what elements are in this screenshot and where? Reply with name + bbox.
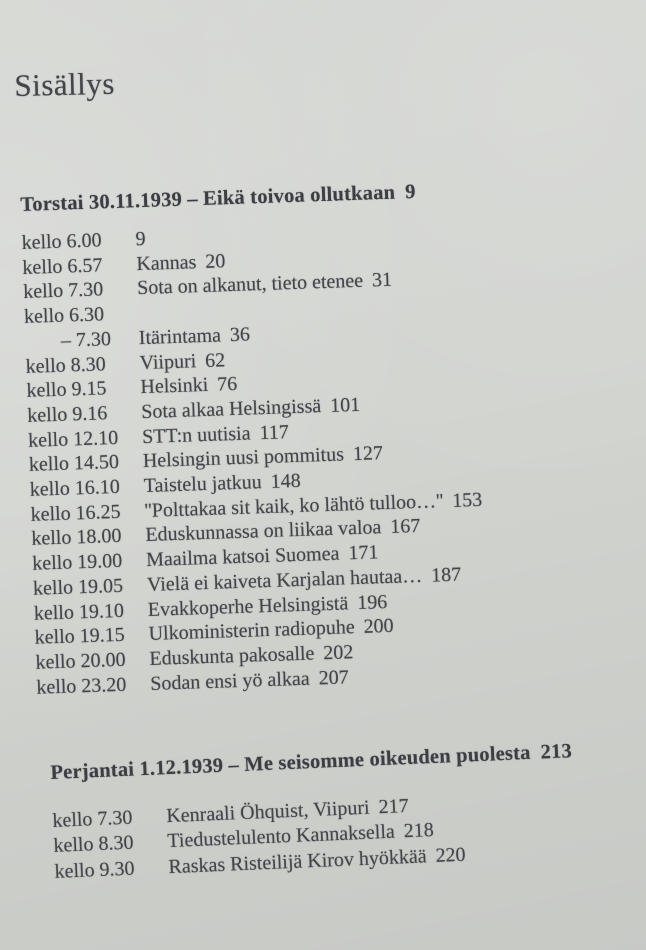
section-heading — [20, 174, 626, 217]
entry-page-number: 167 — [389, 515, 421, 539]
entry-title: Vielä ei kaiveta Karjalan hautaa… — [146, 564, 423, 596]
entry-page-number: 171 — [348, 541, 379, 565]
entry-title: Taistelu jatkuu — [143, 471, 263, 498]
section-page-number: 9 — [404, 180, 416, 204]
entry-time: kello 7.30 — [22, 278, 104, 304]
entry-time: kello 19.05 — [32, 574, 124, 600]
entry-page-number: 218 — [403, 819, 435, 843]
toc-section — [20, 174, 642, 700]
entry-title: Helsinki — [140, 374, 209, 399]
entry-page-number: 36 — [229, 323, 251, 346]
entry-title: ''Polttakaa sit kaik, ko lähtö tulloo…'' — [144, 489, 444, 522]
entry-title: Eduskunnassa on liikaa valoa — [145, 516, 382, 547]
entry-page-number: 20 — [204, 249, 226, 273]
section-page-number: 213 — [540, 740, 573, 764]
entry-time: kello 9.15 — [26, 377, 107, 403]
entry-title: STT:n uutisia — [141, 422, 251, 448]
entry-time: kello 7.30 — [52, 806, 133, 832]
entry-page-number: 217 — [378, 795, 410, 819]
entry-page-number: 200 — [363, 615, 394, 639]
entry-title: Sota alkaa Helsingissä — [140, 395, 322, 424]
entry-time: kello 19.15 — [34, 624, 126, 649]
entry-page-number: 62 — [204, 348, 226, 372]
page-title: Sisällys — [14, 65, 116, 103]
entry-page-number: 153 — [451, 488, 483, 512]
entry-time: kello 19.10 — [33, 599, 125, 625]
entry-time: kello 16.25 — [30, 500, 121, 526]
entry-time: kello 6.57 — [22, 254, 103, 279]
entry-page-number: 9 — [135, 227, 146, 251]
entry-title: Viipuri — [139, 349, 197, 374]
entry-time: kello 8.30 — [53, 831, 134, 858]
entry-title: Itärintama — [138, 324, 222, 349]
entry-time: kello 9.30 — [54, 857, 135, 883]
toc-section — [50, 737, 641, 885]
entry-time: kello 12.10 — [27, 426, 119, 452]
entry-time: kello 19.00 — [31, 549, 123, 575]
section-heading-text: Torstai 30.11.1939 – Eikä toivoa ollutkaan — [20, 181, 396, 216]
entry-page-number: 148 — [270, 469, 302, 493]
entry-page-number: 101 — [329, 393, 361, 417]
entry-time: kello 23.20 — [36, 673, 127, 699]
section-entries — [21, 211, 642, 700]
entry-time: kello 9.16 — [26, 402, 108, 427]
entry-time: kello 14.50 — [28, 451, 120, 477]
entry-title: Tiedustelulento Kannaksella — [166, 821, 396, 853]
entry-title: Maailma katsoi Suomea — [145, 542, 340, 572]
section-heading-text: Perjantai 1.12.1939 – Me seisomme oikeuden puolesta — [50, 741, 532, 784]
entry-title: Ulkoministerin radiopuhe — [148, 616, 355, 646]
entry-page-number: 76 — [216, 373, 238, 396]
entry-title: Raskas Risteilijä Kirov hyökkää — [168, 845, 428, 878]
entry-title: Sodan ensi yö alkaa — [149, 667, 310, 695]
entry-title: Kannas — [136, 250, 197, 275]
entry-page-number: 196 — [356, 590, 388, 614]
entry-page-number: 207 — [318, 666, 349, 690]
entry-time: kello 8.30 — [25, 352, 107, 378]
entry-title: Helsingin uusi pommitus — [142, 443, 345, 473]
entry-time: kello 18.00 — [31, 525, 122, 551]
entry-page-number: 117 — [259, 420, 290, 444]
entry-time: kello 16.10 — [29, 475, 121, 501]
entry-title: Eduskunta pakosalle — [149, 642, 315, 670]
section-heading — [50, 737, 636, 785]
entry-title: Sota on alkanut, tieto etenee — [136, 270, 364, 300]
entry-page-number: 202 — [322, 641, 354, 665]
entry-time: kello 6.30 — [23, 303, 105, 329]
entry-page-number: 187 — [430, 563, 462, 587]
entry-page-number: 220 — [435, 843, 466, 867]
entry-page-number: 31 — [371, 269, 393, 292]
entry-time: – 7.30 — [60, 327, 112, 352]
entry-title: Evakkoperhe Helsingistä — [147, 591, 349, 621]
entry-page-number: 127 — [352, 442, 384, 466]
entry-title: Kenraali Öhquist, Viipuri — [165, 796, 371, 828]
section-entries — [52, 784, 641, 885]
entry-time: kello 6.00 — [21, 229, 102, 254]
entry-time: kello 20.00 — [35, 648, 126, 674]
